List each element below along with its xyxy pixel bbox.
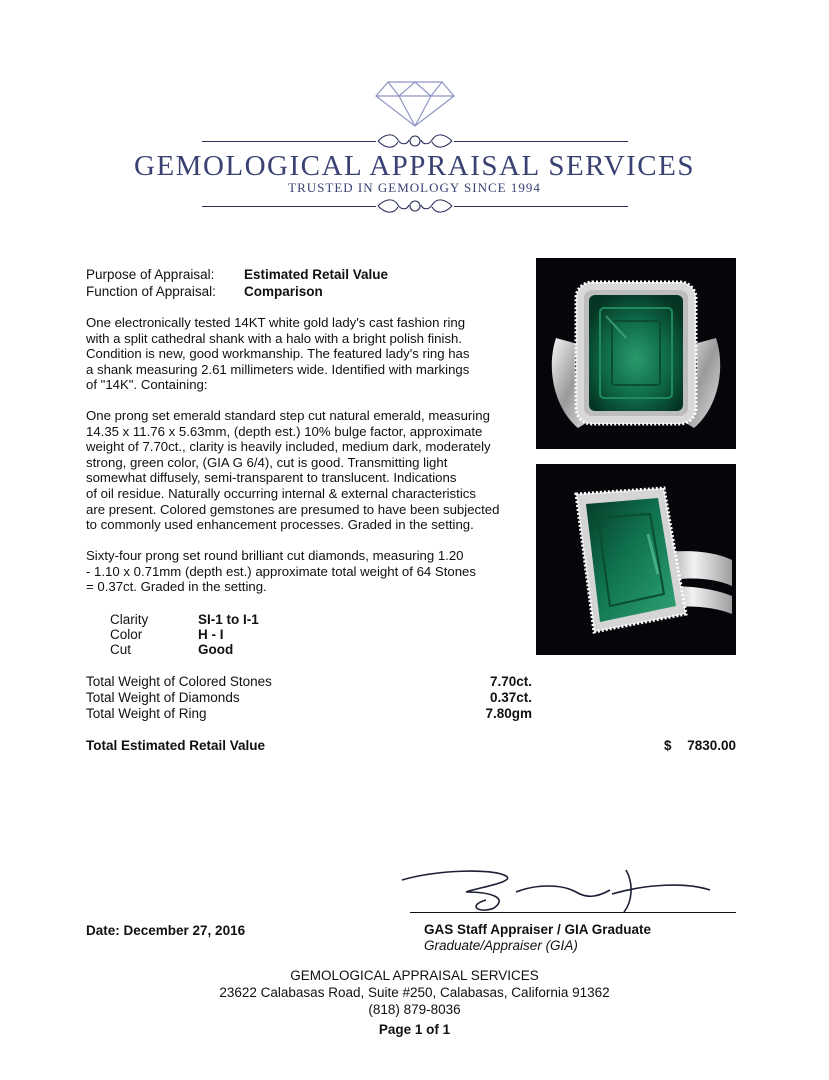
emerald-description-line: weight of 7.70ct., clarity is heavily included, medium dark, moderately <box>86 439 491 455</box>
appraiser-signature <box>396 862 716 914</box>
ring-description-line: One electronically tested 14KT white gold lady's cast fashion ring <box>86 315 466 330</box>
brand-tagline: TRUSTED IN GEMOLOGY SINCE 1994 <box>288 180 541 195</box>
function-label: Function of Appraisal: <box>86 284 216 299</box>
header-rule-bottom-right <box>454 206 628 207</box>
emerald-description-line: somewhat diffusely, semi-transparent to translucent. Indications <box>86 470 457 486</box>
diamond-outline-icon <box>374 80 456 128</box>
total-label-ring: Total Weight of Ring <box>86 706 207 721</box>
flourish-bottom-icon <box>376 196 454 216</box>
emerald-description-line: of oil residue. Naturally occurring internal & external characteristics <box>86 485 476 501</box>
ring-description <box>86 315 518 393</box>
estimate-value: 7830.00 <box>687 738 736 753</box>
estimate-currency: $ <box>664 738 672 753</box>
ring-description-line: with a split cathedral shank with a halo with a bright polish finish. <box>86 330 463 346</box>
function-value: Comparison <box>244 284 323 299</box>
purpose-label: Purpose of Appraisal: <box>86 267 215 282</box>
total-label-colored-stones: Total Weight of Colored Stones <box>86 674 272 689</box>
appraisal-date: Date: December 27, 2016 <box>86 923 246 938</box>
grade-label-color: Color <box>110 627 143 642</box>
diamonds-description-line: = 0.37ct. Graded in the setting. <box>86 579 267 595</box>
ring-description-line: a shank measuring 2.61 millimeters wide. Identified with markings <box>86 361 470 377</box>
footer-phone: (818) 879-8036 <box>368 1002 461 1017</box>
ring-top-view-image <box>536 258 736 449</box>
grade-value-cut: Good <box>198 642 234 657</box>
grade-value-clarity: SI-1 to I-1 <box>198 612 259 627</box>
grade-label-cut: Cut <box>110 642 132 657</box>
ring-angle-view-image <box>536 464 736 655</box>
flourish-top-icon <box>376 131 454 151</box>
emerald-description-line: are present. Colored gemstones are presumed to have been subjected <box>86 501 500 517</box>
emerald-description-line: strong, green color, (GIA G 6/4), cut is good. Transmitting light <box>86 454 448 470</box>
emerald-description-line: 14.35 x 11.76 x 5.63mm, (depth est.) 10% bulge factor, approximate <box>86 423 483 439</box>
grade-value-color: H - I <box>198 627 224 642</box>
header-rule-top-right <box>454 141 628 142</box>
diamonds-description <box>86 548 518 595</box>
diamonds-description-line: Sixty-four prong set round brilliant cut diamonds, measuring 1.20 <box>86 548 464 563</box>
purpose-value: Estimated Retail Value <box>244 267 389 282</box>
footer-address: 23622 Calabasas Road, Suite #250, Calabasas, California 91362 <box>219 985 610 1000</box>
grade-label-clarity: Clarity <box>110 612 149 627</box>
appraiser-subtitle: Graduate/Appraiser (GIA) <box>424 938 578 953</box>
page-number: Page 1 of 1 <box>378 1022 451 1037</box>
total-label-diamonds: Total Weight of Diamonds <box>86 690 240 705</box>
ring-description-line: Condition is new, good workmanship. The featured lady's ring has <box>86 346 470 362</box>
signature-line <box>410 912 736 913</box>
brand-title: GEMOLOGICAL APPRAISAL SERVICES <box>134 150 695 182</box>
emerald-description <box>86 408 518 533</box>
emerald-description-line: One prong set emerald standard step cut natural emerald, measuring <box>86 408 490 423</box>
appraiser-title: GAS Staff Appraiser / GIA Graduate <box>424 922 652 937</box>
ring-description-line: of "14K". Containing: <box>86 377 208 393</box>
diamonds-description-line: - 1.10 x 0.71mm (depth est.) approximate total weight of 64 Stones <box>86 563 476 579</box>
footer-company: GEMOLOGICAL APPRAISAL SERVICES <box>290 968 539 983</box>
header-rule-bottom-left <box>202 206 376 207</box>
estimate-label: Total Estimated Retail Value <box>86 738 266 753</box>
emerald-description-line: to commonly used enhancement processes. Graded in the setting. <box>86 517 474 533</box>
total-value-colored-stones: 7.70ct. <box>489 674 532 689</box>
ring-photo-top <box>536 258 736 449</box>
ring-photo-angle <box>536 464 736 655</box>
total-value-diamonds: 0.37ct. <box>489 690 532 705</box>
total-value-ring: 7.80gm <box>485 706 532 721</box>
header-rule-top-left <box>202 141 376 142</box>
